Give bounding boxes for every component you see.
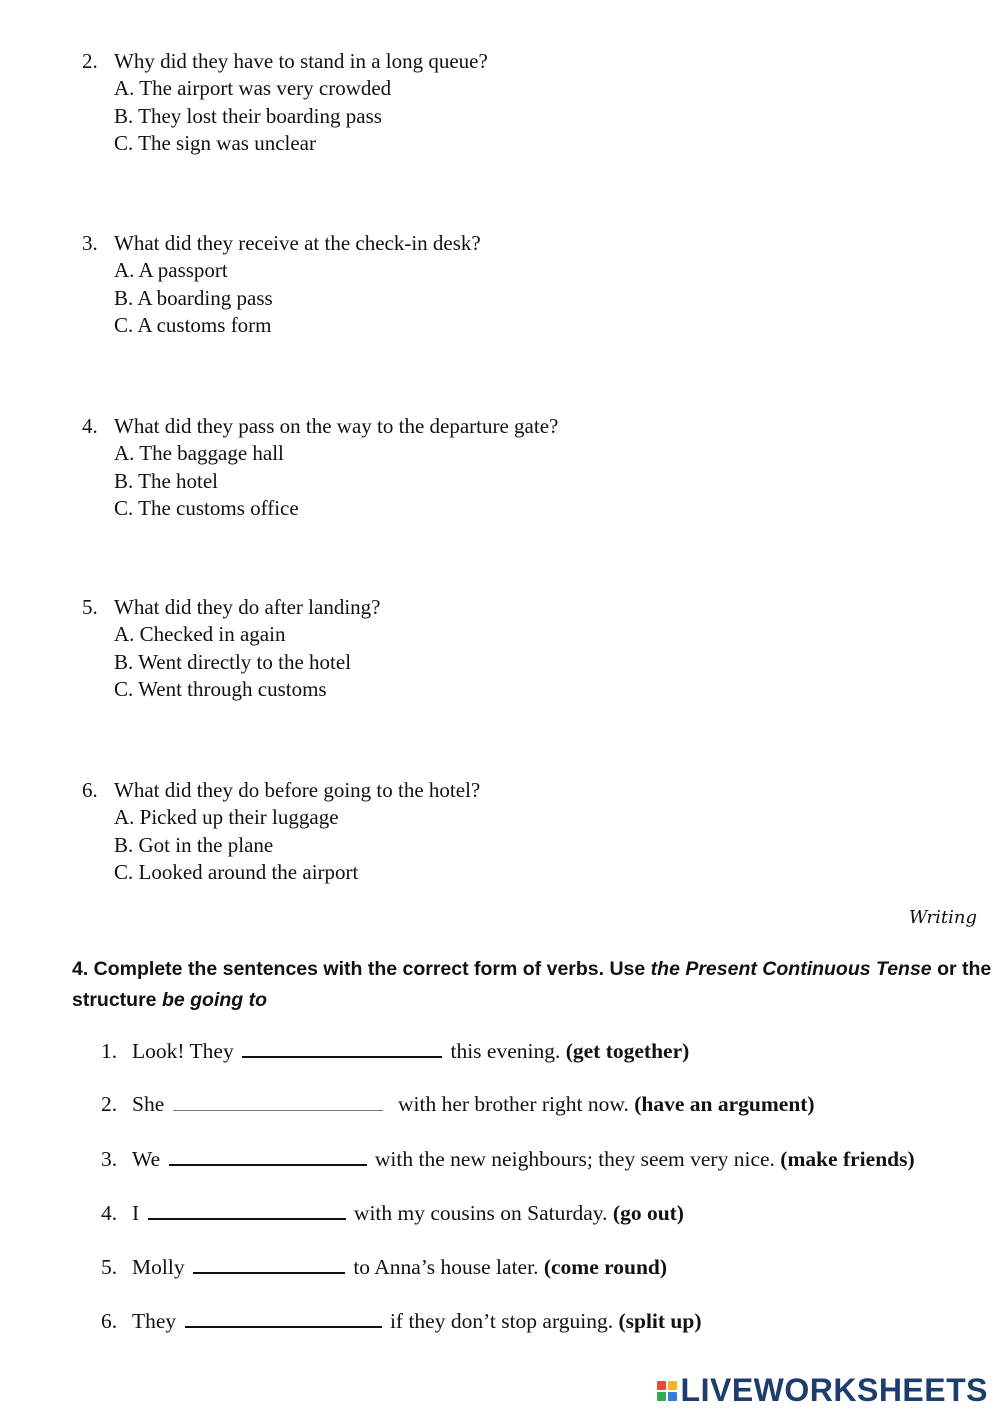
- option-c: C. The sign was unclear: [114, 130, 316, 155]
- option-b: B. A boarding pass: [114, 285, 273, 310]
- question-text: What did they pass on the way to the departure gate?: [114, 414, 559, 438]
- sentence-4: [101, 1200, 684, 1226]
- task-tense: the Present Continuous Tense: [650, 958, 932, 980]
- sentence-before: Molly: [132, 1255, 185, 1279]
- sentence-number: 4.: [101, 1201, 118, 1225]
- sentence-number: 6.: [101, 1309, 118, 1333]
- logo-square-icon: [657, 1392, 666, 1401]
- sentence-number: 1.: [101, 1039, 118, 1063]
- answer-blank[interactable]: [169, 1146, 367, 1166]
- answer-blank[interactable]: [173, 1092, 383, 1111]
- question-3: [82, 230, 481, 339]
- option-a: A. A passport: [114, 258, 228, 283]
- verb-hint: (get together): [565, 1039, 690, 1063]
- verb-hint: (split up): [618, 1309, 702, 1333]
- option-b: B. Got in the plane: [114, 832, 274, 857]
- question-5: [82, 594, 381, 703]
- logo-square-icon: [668, 1381, 677, 1390]
- liveworksheets-logo-icon: [657, 1381, 677, 1401]
- answer-blank[interactable]: [185, 1308, 382, 1328]
- question-2: [82, 48, 488, 157]
- sentence-before: I: [132, 1201, 140, 1225]
- logo-square-icon: [668, 1392, 677, 1401]
- task-structure: be going to: [161, 989, 268, 1011]
- sentence-after: with the new neighbours; they seem very nice.: [374, 1147, 775, 1171]
- sentence-after: with her brother right now.: [398, 1092, 629, 1116]
- brand-name: LIVEWORKSHEETS: [680, 1372, 988, 1408]
- question-number: 4.: [82, 414, 98, 438]
- option-a: A. Picked up their luggage: [114, 805, 339, 830]
- option-c: C. A customs form: [114, 312, 272, 337]
- section-label-writing: Writing: [908, 907, 977, 928]
- question-6: [82, 777, 480, 886]
- verb-hint: (have an argument): [634, 1092, 815, 1116]
- sentence-after: this evening.: [450, 1039, 561, 1063]
- sentence-2: [101, 1092, 815, 1117]
- sentence-after: with my cousins on Saturday.: [353, 1201, 608, 1225]
- sentence-before: They: [132, 1309, 177, 1333]
- sentence-number: 3.: [101, 1147, 118, 1171]
- verb-hint: (go out): [612, 1201, 684, 1225]
- option-a: A. The airport was very crowded: [114, 76, 392, 101]
- question-number: 5.: [82, 595, 98, 619]
- question-4: [82, 413, 558, 522]
- option-a: A. The baggage hall: [114, 441, 284, 466]
- logo-square-icon: [657, 1381, 666, 1390]
- sentence-3: [101, 1146, 915, 1172]
- option-a: A. Checked in again: [114, 622, 286, 647]
- task-instruction: [72, 954, 992, 1016]
- question-text: What did they do before going to the hotel?: [114, 778, 481, 802]
- sentence-before: Look! They: [132, 1039, 234, 1063]
- verb-hint: (come round): [543, 1255, 668, 1279]
- question-text: What did they do after landing?: [114, 595, 381, 619]
- sentence-after: to Anna’s house later.: [353, 1255, 539, 1279]
- sentence-5: [101, 1254, 667, 1280]
- task-middle: or the structure: [72, 958, 992, 1011]
- option-c: C. Went through customs: [114, 676, 327, 701]
- question-number: 6.: [82, 778, 98, 802]
- answer-blank[interactable]: [148, 1200, 346, 1220]
- sentence-number: 2.: [101, 1092, 118, 1116]
- sentence-after: if they don’t stop arguing.: [389, 1309, 614, 1333]
- option-c: C. Looked around the airport: [114, 859, 359, 884]
- question-number: 2.: [82, 49, 98, 73]
- question-text: What did they receive at the check-in desk?: [114, 231, 481, 255]
- liveworksheets-brand[interactable]: [657, 1372, 988, 1409]
- sentence-6: [101, 1308, 702, 1334]
- option-b: B. Went directly to the hotel: [114, 649, 352, 674]
- verb-hint: (make friends): [780, 1147, 915, 1171]
- option-c: C. The customs office: [114, 495, 299, 520]
- answer-blank[interactable]: [242, 1038, 442, 1058]
- sentence-1: [101, 1038, 689, 1064]
- question-text: Why did they have to stand in a long queue?: [114, 49, 488, 73]
- sentence-number: 5.: [101, 1255, 118, 1279]
- task-lead: 4. Complete the sentences with the correct form of verbs. Use: [72, 958, 651, 980]
- option-b: B. The hotel: [114, 468, 219, 493]
- answer-blank[interactable]: [193, 1254, 345, 1274]
- sentence-before: She: [132, 1092, 165, 1116]
- sentence-before: We: [132, 1147, 161, 1171]
- option-b: B. They lost their boarding pass: [114, 103, 382, 128]
- question-number: 3.: [82, 231, 98, 255]
